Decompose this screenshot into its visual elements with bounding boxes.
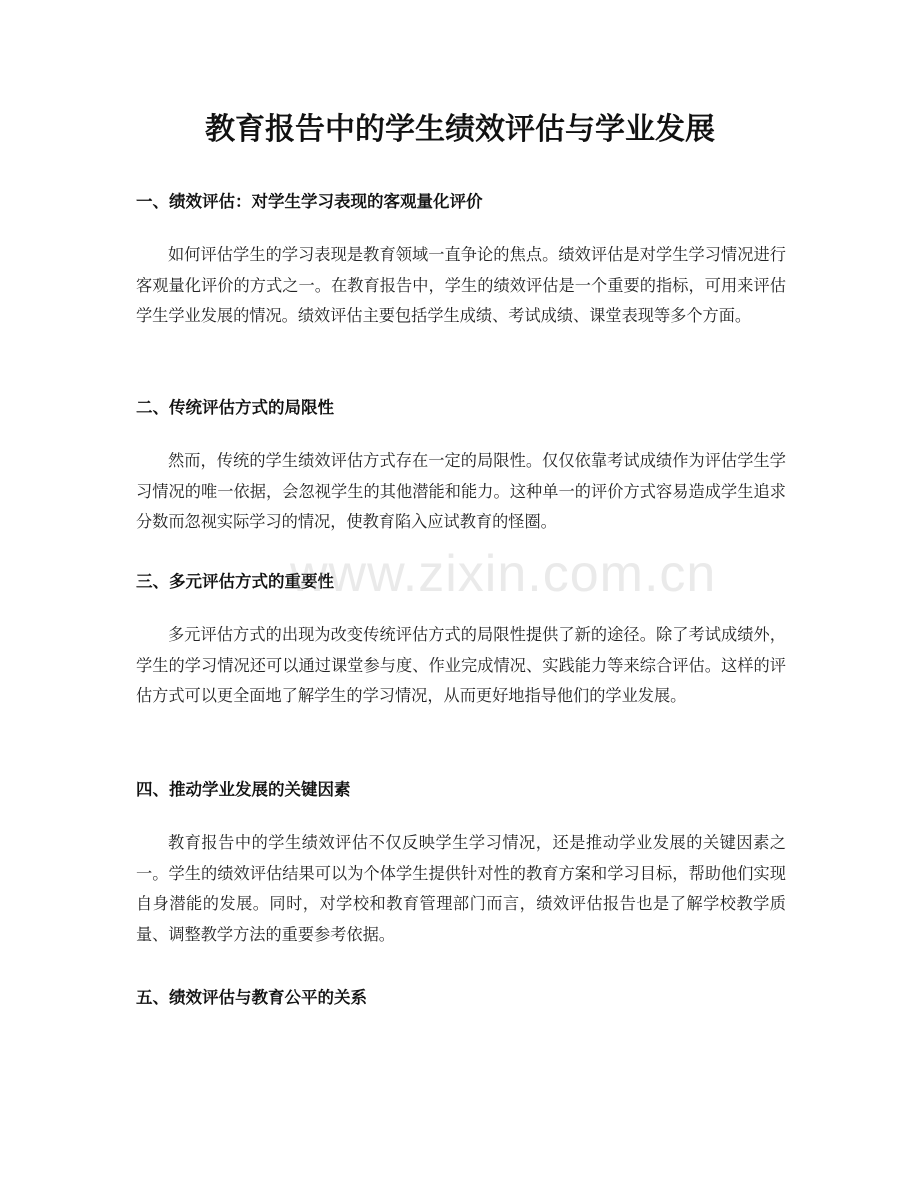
section-heading: 三、多元评估方式的重要性 (136, 572, 334, 591)
section-paragraph: 如何评估学生的学习表现是教育领域一直争论的焦点。绩效评估是对学生学习情况进行客观量化评价的方式之一。在教育报告中，学生的绩效评估是一个重要的指标，可用来评估学生学业发展的情况。绩效评估主要包括学生成绩、考试成绩、课堂表现等多个方面。 (136, 245, 786, 325)
section-heading: 四、推动学业发展的关键因素 (136, 780, 351, 799)
section-2 (136, 396, 786, 538)
section-paragraph: 多元评估方式的出现为改变传统评估方式的局限性提供了新的途径。除了考试成绩外，学生的学习情况还可以通过课堂参与度、作业完成情况、实践能力等来综合评估。这样的评估方式可以更全面地了解学生的学习情况，从而更好地指导他们的学业发展。 (136, 625, 786, 705)
section-paragraph: 教育报告中的学生绩效评估不仅反映学生学习情况，还是推动学业发展的关键因素之一。学生的绩效评估结果可以为个体学生提供针对性的教育方案和学习目标，帮助他们实现自身潜能的发展。同时，对学校和教育管理部门而言，绩效评估报告也是了解学校教学质量、调整教学方法的重要参考依据。 (136, 833, 786, 944)
section-heading: 二、传统评估方式的局限性 (136, 398, 334, 417)
document-title: 教育报告中的学生绩效评估与学业发展 (205, 112, 715, 147)
section-paragraph: 然而，传统的学生绩效评估方式存在一定的局限性。仅仅依靠考试成绩作为评估学生学习情况的唯一依据，会忽视学生的其他潜能和能力。这种单一的评价方式容易造成学生追求分数而忽视实际学习的情况，使教育陷入应试教育的怪圈。 (136, 451, 786, 531)
section-5 (136, 986, 786, 1010)
section-heading: 五、绩效评估与教育公平的关系 (136, 988, 367, 1007)
section-1 (136, 190, 786, 332)
section-4 (136, 778, 786, 950)
section-heading: 一、绩效评估：对学生学习表现的客观量化评价 (136, 192, 483, 211)
watermark: www.zixin.com.cn (290, 545, 717, 603)
section-3 (136, 570, 786, 712)
